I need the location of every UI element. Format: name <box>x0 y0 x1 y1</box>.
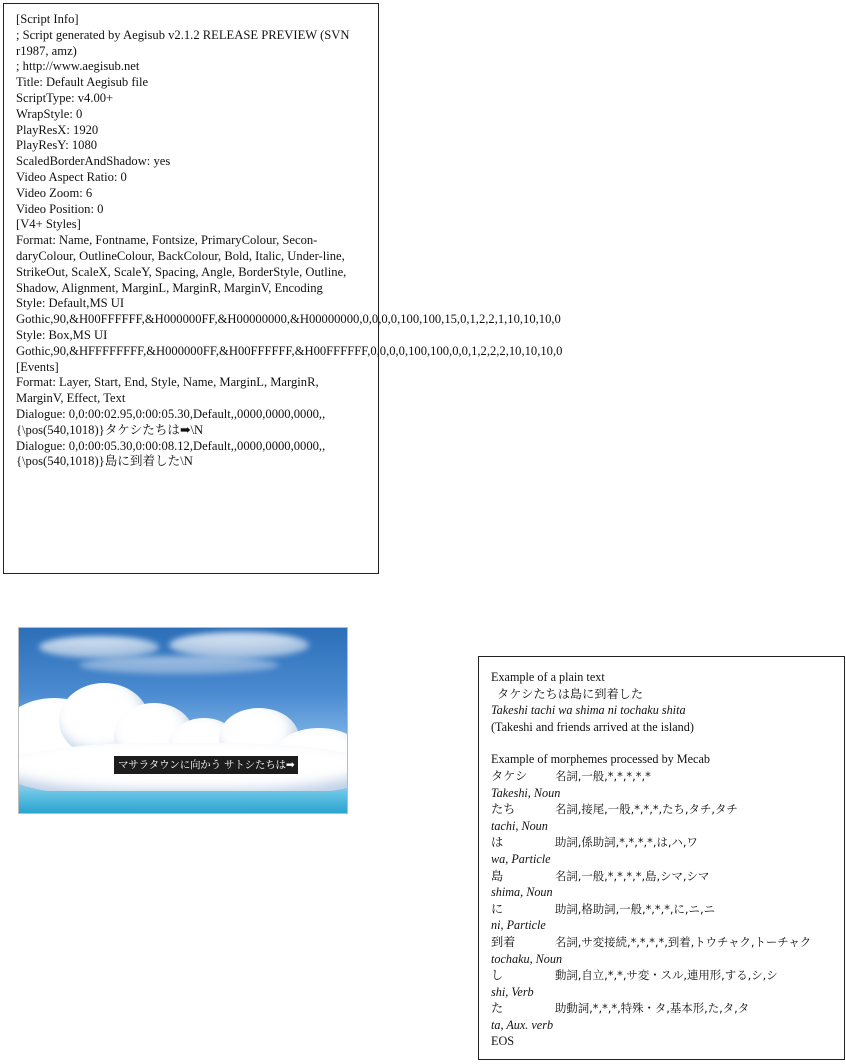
plain-text-translation: (Takeshi and friends arrived at the island) <box>491 719 694 734</box>
morpheme-surface: タケシ <box>491 768 528 783</box>
morpheme-features: 名詞,一般,*,*,*,*,* <box>555 768 651 783</box>
script-line: Dialogue: 0,0:00:02.95,0:00:05.30,Default,,0000,0000,0000,,{\pos(540,1018)}タケシたちは➡\N <box>16 406 326 437</box>
morpheme-surface: 到着 <box>491 934 516 949</box>
subtitle-caption: マサラタウンに向かう サトシたちは➡ <box>114 756 298 774</box>
plain-text-heading: Example of a plain text <box>491 670 605 684</box>
morpheme-features: 動詞,自立,*,*,サ変・スル,連用形,する,シ,シ <box>555 968 778 983</box>
morpheme-list <box>491 768 844 1034</box>
morpheme-surface: 島 <box>491 868 504 883</box>
script-line: [V4+ Styles] <box>16 217 81 232</box>
video-frame <box>18 627 348 814</box>
script-line: ; Script generated by Aegisub v2.1.2 RELEASE PREVIEW (SVN r1987, amz) <box>16 27 350 58</box>
morpheme-surface: た <box>491 1001 504 1016</box>
morpheme-gloss: ta, Aux. verb <box>491 1017 554 1032</box>
morpheme-row <box>491 868 844 885</box>
script-line: [Events] <box>16 359 59 374</box>
morpheme-heading: Example of morphemes processed by Mecab <box>491 752 710 767</box>
morpheme-gloss: tachi, Noun <box>491 818 548 833</box>
script-line: Dialogue: 0,0:00:05.30,0:00:08.12,Default,,0000,0000,0000,,{\pos(540,1018)}島に到着した\N <box>16 438 326 469</box>
script-line: StrikeOut, ScaleX, ScaleY, Spacing, Angle, BorderStyle, Outline, Shadow, Alignment, MarginL, MarginR, MarginV, Encoding <box>16 264 347 295</box>
morpheme-gloss: ni, Particle <box>491 918 546 933</box>
morpheme-row <box>491 1000 844 1017</box>
script-line: PlayResY: 1080 <box>16 138 98 153</box>
morpheme-features: 助詞,格助詞,一般,*,*,*,に,ニ,ニ <box>555 901 715 916</box>
script-line: Format: Name, Fontname, Fontsize, PrimaryColour, Secon-daryColour, OutlineColour, BackColour, Bold, Italic, Under-line, <box>16 233 345 263</box>
morpheme-row <box>491 834 844 851</box>
morpheme-features: 名詞,接尾,一般,*,*,*,たち,タチ,タチ <box>555 802 738 817</box>
script-line: ScriptType: v4.00+ <box>16 90 114 105</box>
morpheme-gloss: wa, Particle <box>491 851 551 866</box>
ass-script-box <box>3 3 563 574</box>
morpheme-features: 助詞,係助詞,*,*,*,*,は,ハ,ワ <box>555 835 698 850</box>
morpheme-row <box>491 768 844 785</box>
script-line: Title: Default Aegisub file <box>16 75 149 90</box>
plain-text-japanese: タケシたちは島に到着した <box>497 686 644 701</box>
morpheme-surface: たち <box>491 802 516 817</box>
script-line: Video Aspect Ratio: 0 <box>16 169 127 184</box>
morpheme-row <box>491 801 844 818</box>
plain-text-romaji: Takeshi tachi wa shima ni tochaku shita <box>491 703 686 718</box>
script-line: [Script Info] <box>16 12 79 26</box>
morpheme-row <box>491 967 844 984</box>
sea <box>19 791 347 813</box>
morpheme-gloss: shi, Verb <box>491 984 534 999</box>
script-line: ; http://www.aegisub.net <box>16 59 140 74</box>
morpheme-surface: に <box>491 901 504 916</box>
morpheme-gloss: tochaku, Noun <box>491 951 563 966</box>
script-line: Video Position: 0 <box>16 201 104 216</box>
script-line: Video Zoom: 6 <box>16 185 93 200</box>
script-line: ScaledBorderAndShadow: yes <box>16 154 171 169</box>
script-line: PlayResX: 1920 <box>16 122 99 137</box>
morpheme-row <box>491 934 844 951</box>
morpheme-surface: は <box>491 835 504 850</box>
morpheme-surface: し <box>491 968 504 983</box>
script-line: Style: Box,MS UI Gothic,90,&HFFFFFFFF,&H000000FF,&H00FFFFFF,&H00FFFFFF,0,0,0,0,100,100,0,0,1,2,2,2,10,10,10,0 <box>16 327 563 358</box>
morpheme-gloss: shima, Noun <box>491 885 553 900</box>
script-line: Format: Layer, Start, End, Style, Name, MarginL, MarginR, MarginV, Effect, Text <box>16 375 319 406</box>
morpheme-gloss: Takeshi, Noun <box>491 785 561 800</box>
morpheme-features: 名詞,一般,*,*,*,*,島,シマ,シマ <box>555 868 710 883</box>
morpheme-features: 助動詞,*,*,*,特殊・タ,基本形,た,タ,タ <box>555 1001 750 1016</box>
script-line: Style: Default,MS UI Gothic,90,&H00FFFFFF,&H000000FF,&H00000000,&H00000000,0,0,0,0,100,100,15,0,1,2,2,1,10,10,10,0 <box>16 296 561 327</box>
mecab-example-box <box>478 656 845 1060</box>
eos-marker: EOS <box>491 1034 515 1049</box>
script-line: WrapStyle: 0 <box>16 106 83 121</box>
morpheme-row <box>491 901 844 918</box>
morpheme-features: 名詞,サ変接続,*,*,*,*,到着,トウチャク,トーチャク <box>555 934 812 949</box>
